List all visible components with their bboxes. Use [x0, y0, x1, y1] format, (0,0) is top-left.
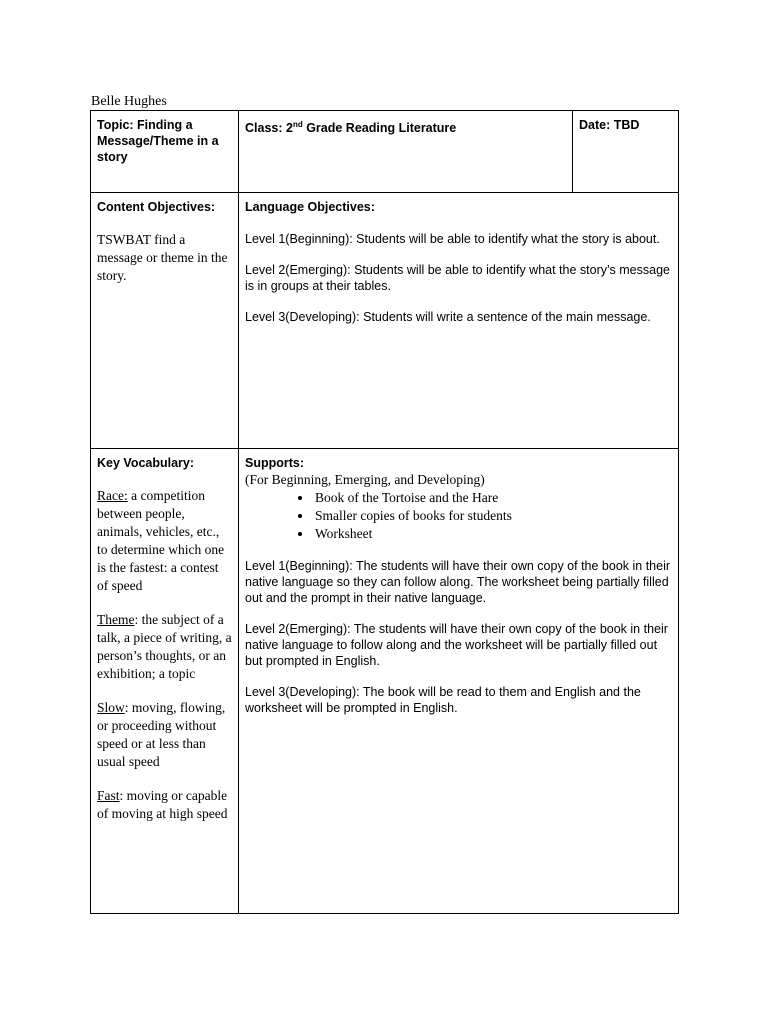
class-cell: [239, 111, 573, 193]
class-suffix: Grade Reading Literature: [302, 121, 457, 136]
vocab-entry-race: [97, 487, 232, 595]
language-objective-level-3: Level 3(Developing): Students will write a sentence of the main message.: [245, 310, 651, 324]
vocab-definition: : moving, flowing, or proceeding without speed or at less than usual speed: [97, 700, 226, 769]
content-objectives-text: TSWBAT find a message or theme in the story.: [97, 232, 228, 283]
content-objectives-cell: [91, 193, 239, 449]
vocab-entry-fast: [97, 787, 232, 823]
vocab-definition: a competition between people, animals, vehicles, etc., to determine which one is the fastest: a contest of speed: [97, 488, 225, 593]
content-objectives-heading: Content Objectives:: [97, 200, 216, 214]
vocab-entry-slow: [97, 699, 232, 771]
list-item: • Smaller copies of books for students: [313, 507, 672, 525]
vocab-definition: : the subject of a talk, a piece of writing, a person’s thoughts, or an exhibition; a topic: [97, 612, 232, 681]
key-vocabulary-heading: Key Vocabulary:: [97, 456, 195, 470]
supports-cell: [239, 449, 679, 914]
date-cell: [573, 111, 679, 193]
supports-level-3: Level 3(Developing): The book will be read to them and English and the worksheet will be prompted in English.: [245, 685, 641, 715]
lesson-plan-table: [90, 110, 679, 914]
class-text: [245, 117, 566, 136]
supports-heading: Supports:: [245, 456, 305, 470]
vocab-term: Slow: [97, 700, 125, 715]
topic-cell: [91, 111, 239, 193]
supports-subtitle: (For Beginning, Emerging, and Developing): [245, 472, 485, 487]
language-objective-level-1: Level 1(Beginning): Students will be able to identify what the story is about.: [245, 232, 660, 246]
vocab-term: Race:: [97, 488, 128, 503]
list-item: • Worksheet: [313, 525, 672, 543]
supports-level-1: Level 1(Beginning): The students will have their own copy of the book in their native language so they can follow along. The worksheet being partially filled out and the prompt in their native language.: [245, 559, 671, 605]
supports-level-2: Level 2(Emerging): The students will have their own copy of the book in their native language to follow along and the worksheet will be partially filled out but prompted in English.: [245, 622, 668, 668]
vocab-term: Fast: [97, 788, 120, 803]
vocab-entry-theme: [97, 611, 232, 683]
author-name: Belle Hughes: [91, 94, 167, 109]
language-objectives-cell: [239, 193, 679, 449]
vocab-definition: : moving or capable of moving at high speed: [97, 788, 228, 821]
date-text: Date: TBD: [579, 118, 640, 132]
key-vocabulary-cell: [91, 449, 239, 914]
class-superscript: nd: [292, 120, 303, 129]
list-item: • Book of the Tortoise and the Hare: [313, 489, 672, 507]
vocabulary-supports-row: [91, 449, 679, 914]
objectives-row: [91, 193, 679, 449]
header-row: [91, 111, 679, 193]
supports-list: [245, 489, 672, 543]
vocab-term: Theme: [97, 612, 135, 627]
topic-text: Topic: Finding a Message/Theme in a story: [97, 118, 219, 164]
language-objectives-heading: Language Objectives:: [245, 200, 375, 214]
language-objective-level-2: Level 2(Emerging): Students will be able to identify what the story’s message is in groups at their tables.: [245, 263, 670, 293]
class-prefix: Class: 2: [245, 121, 293, 136]
